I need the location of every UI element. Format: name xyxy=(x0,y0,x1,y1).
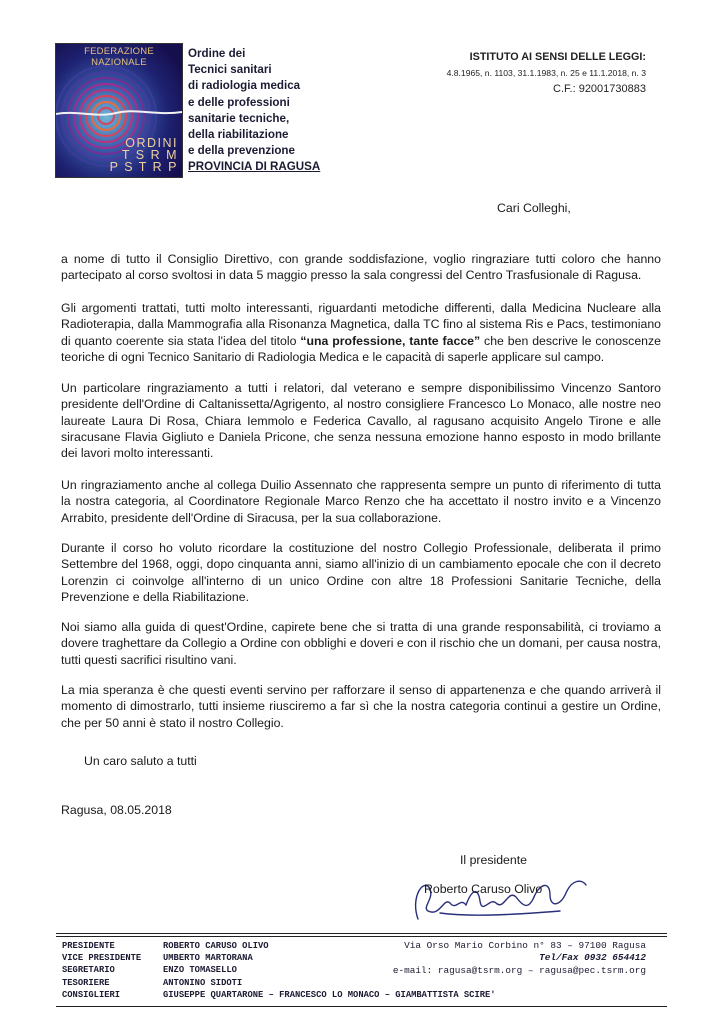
board-role: PRESIDENTE xyxy=(62,941,115,951)
footer-divider xyxy=(56,936,667,937)
board-member: ENZO TOMASELLO xyxy=(163,965,237,976)
tax-code: C.F.: 92001730883 xyxy=(553,83,646,95)
handwritten-signature xyxy=(400,867,600,931)
logo-word: ORDINI xyxy=(125,136,178,150)
legal-title: ISTITUTO AI SENSI DELLE LEGGI: xyxy=(469,51,646,63)
paragraph-2-text-b: che ben descrive le conoscenze teoriche di ogni Tecnico Sanitario di Radiologia Medica e le capacità di saperle applicare sul campo. xyxy=(61,333,661,364)
course-title: “una professione, tante facce” xyxy=(300,333,481,348)
paragraph-1: a nome di tutto il Consiglio Direttivo, con grande soddisfazione, voglio ringraziare tutti coloro che hanno partecipato al corso svoltosi in data 5 maggio presso la sala congressi del Centro Trasfusionale di Ragusa. xyxy=(61,252,661,283)
paragraph-2-text-a: Gli argomenti trattati, tutti molto interessanti, riguardanti metodiche differenti, dalla Medicina Nucleare alla Radioterapia, dalla Mammografia alla Risonanza Magnetica, dalla TC fino al sistema Ris e Pacs, testimoniano di quanto coerente sia stata l'idea del titolo xyxy=(61,301,661,348)
legal-info xyxy=(420,49,646,97)
footer-divider xyxy=(56,933,667,934)
org-line: sanitarie tecniche, xyxy=(188,111,290,125)
paragraph-2 xyxy=(61,300,661,365)
logo-word: T S R M xyxy=(121,148,178,162)
logo-word: P S T R P xyxy=(109,160,178,174)
logo-top-text: FEDERAZIONE NAZIONALE xyxy=(84,46,154,68)
place-date: Ragusa, 08.05.2018 xyxy=(61,803,172,817)
paragraph-5: Durante il corso ho voluto ricordare la costituzione del nostro Collegio Professionale, deliberata il primo Settembre del 1968, oggi, dopo cinquanta anni, siamo all'inizio di un cambiamento epocale che con il decreto Lorenzin ci coinvolge all'interno di un unico Ordine con altre 18 Professioni Sanitarie Tecniche, della Prevenzione e della Riabilitazione. xyxy=(61,541,661,604)
org-line: Tecnici sanitari xyxy=(188,63,272,77)
board-member: GIUSEPPE QUARTARONE – FRANCESCO LO MONACO – GIAMBATTISTA SCIRE' xyxy=(163,989,496,1000)
closing: Un caro saluto a tutti xyxy=(84,754,197,768)
org-line: Ordine dei xyxy=(188,47,246,60)
salutation: Cari Colleghi, xyxy=(497,201,571,215)
province-name: PROVINCIA DI RAGUSA xyxy=(188,160,321,174)
logo-words xyxy=(110,137,178,173)
paragraph-4: Un ringraziamento anche al collega Duilio Assennato che rappresenta sempre un punto di riferimento di tutta la nostra categoria, al Coordinatore Regionale Marco Renzo che ha accettato il nostro invito e a Vincenzo Arrabito, presidente dell'Ordine di Siracusa, per la sua collaborazione. xyxy=(61,478,661,525)
board-role: CONSIGLIERI xyxy=(62,989,121,1000)
postal-address: Via Orso Mario Corbino n° 83 – 97100 Ragusa xyxy=(404,940,646,951)
paragraph-6: Noi siamo alla guida di quest'Ordine, capirete bene che si tratta di una grande responsabilità, ci troviamo a dovere traghettare da Collegio a Ordine con obblighi e doveri e con il rischio che un domani, per causa nostra, tutti questi sacrifici risultino vani. xyxy=(61,620,661,667)
board-role: SEGRETARIO xyxy=(62,965,115,976)
legal-laws: 4.8.1965, n. 1103, 31.1.1983, n. 25 e 11.1.2018, n. 3 xyxy=(446,68,646,78)
signer-title: Il presidente xyxy=(460,853,527,867)
board-role: TESORIERE xyxy=(62,977,110,988)
paragraph-3: Un particolare ringraziamento a tutti i relatori, dal veterano e sempre disponibilissimo Vincenzo Santoro presidente dell'Ordine di Caltanissetta/Agrigento, al nostro consigliere Francesco Lo Monaco, alle nostre neo laureate Laura Di Rosa, Chiara Iemmolo e Federica Cavallo, al ragusano acquisito Angelo Tirone e alle siracusane Flavia Gigliuto e Daniela Pricone, che senza nessuna emozione hanno esposto in modo brillante dei lavori molto interessanti. xyxy=(61,381,661,461)
org-line: di radiologia medica xyxy=(188,79,301,93)
board-role: VICE PRESIDENTE xyxy=(62,953,142,964)
organization-name xyxy=(188,46,338,176)
signer-name: Roberto Caruso Olivo xyxy=(424,882,543,896)
email-address: e-mail: ragusa@tsrm.org – ragusa@pec.tsrm.org xyxy=(392,964,646,976)
org-line: della riabilitazione xyxy=(188,128,289,142)
board-member: ROBERTO CARUSO OLIVO xyxy=(163,941,269,951)
paragraph-7: La mia speranza è che questi eventi servino per rafforzare il senso di appartenenza e che quando arriverà il momento di dimostrarlo, tutti insieme riusciremo a far sì che la nostra categoria continui a gestire un Ordine, che per 50 anni è stato il nostro Collegio. xyxy=(61,683,661,730)
federation-logo xyxy=(55,43,183,178)
board-member: ANTONINO SIDOTI xyxy=(163,977,243,988)
contact-info xyxy=(340,940,646,977)
board-roles xyxy=(62,940,141,1001)
phone-fax: Tel/Fax 0932 654412 xyxy=(539,952,646,964)
board-member: UMBERTO MARTORANA xyxy=(163,953,253,964)
footer-divider xyxy=(56,1006,667,1007)
org-line: e della prevenzione xyxy=(188,144,295,158)
org-line: e delle professioni xyxy=(188,95,290,109)
